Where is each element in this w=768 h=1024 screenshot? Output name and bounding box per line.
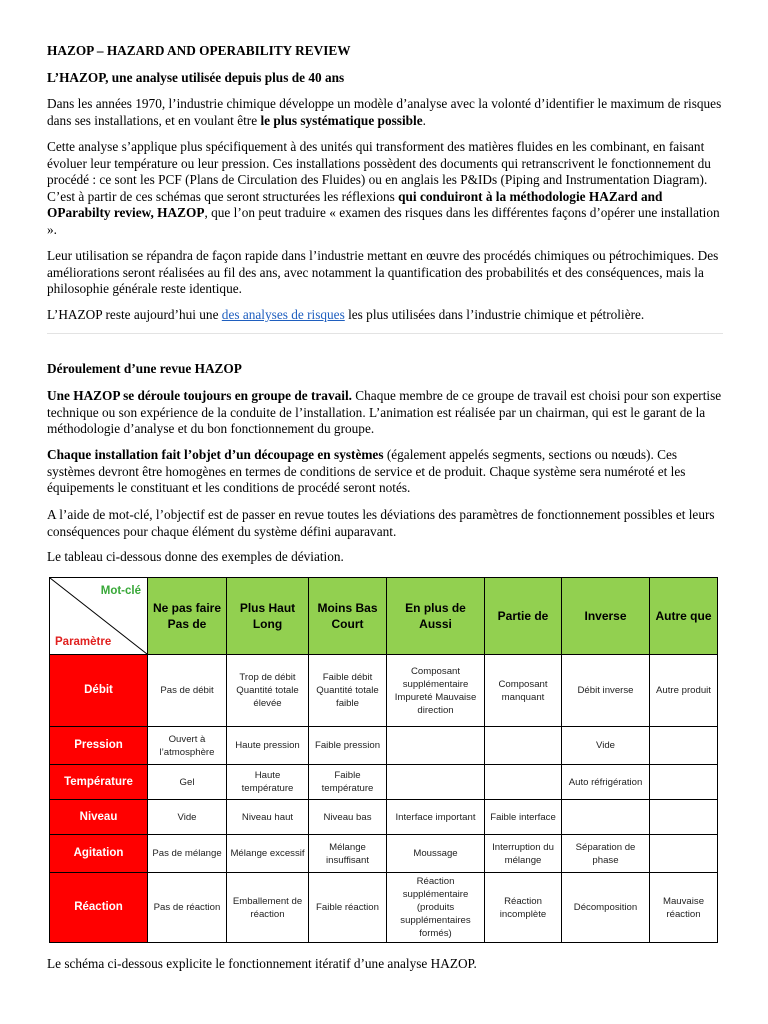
parameter-cell: Température xyxy=(50,765,148,800)
keyword-header: En plus de Aussi xyxy=(387,578,485,655)
table-corner-cell xyxy=(50,578,148,655)
paragraph-review-2 xyxy=(47,447,723,497)
table-cell: Faible débit Quantité totale faible xyxy=(309,655,387,727)
table-cell: Haute température xyxy=(227,765,309,800)
table-cell xyxy=(650,835,718,873)
table-cell: Trop de débit Quantité totale élevée xyxy=(227,655,309,727)
keyword-corner-label: Mot-clé xyxy=(100,585,141,597)
paragraph-history-3: Leur utilisation se répandra de façon rapide dans l’industrie mettant en œuvre des procédés chimiques ou pétrochimiques. Des améliorations seront réalisées au fil des ans, avec notamment la quantification des probabilités et des conséquences, mais la philosophie générale reste identique. xyxy=(47,248,719,296)
table-cell: Auto réfrigération xyxy=(562,765,650,800)
table-cell xyxy=(562,800,650,835)
keyword-header: Autre que xyxy=(650,578,718,655)
table-cell xyxy=(485,765,562,800)
table-cell xyxy=(485,727,562,765)
paragraph-bold: Une HAZOP se déroule toujours en groupe de travail. xyxy=(47,388,352,403)
parameter-cell: Réaction xyxy=(50,873,148,943)
table-cell: Faible température xyxy=(309,765,387,800)
paragraph-review-5: Le schéma ci-dessous explicite le fonctionnement itératif d’une analyse HAZOP. xyxy=(47,956,477,971)
paragraph-review-4: Le tableau ci-dessous donne des exemples de déviation. xyxy=(47,549,344,564)
document-title: HAZOP – HAZARD AND OPERABILITY REVIEW xyxy=(47,43,351,58)
paragraph-text: Cette analyse s’applique plus spécifiquement à des unités qui transforment des matières fluides en les combinant, en faisant évoluer leur température ou leur pression. Ces installations possèdent des documents qui retranscrivent le fonctionnement du procédé : ce sont les PCF (Plans de Circulation des Fluides) ou en anglais les P&IDs (Piping and Instrumentation Diagram). C’est à partir de ces schémas que seront structurées les réflexions xyxy=(47,139,711,204)
section-heading-hazop-review: Déroulement d’une revue HAZOP xyxy=(47,361,242,376)
paragraph-review-1 xyxy=(47,388,723,438)
table-cell: Pas de mélange xyxy=(148,835,227,873)
section-heading-history: L’HAZOP, une analyse utilisée depuis plus de 40 ans xyxy=(47,70,345,85)
paragraph-text: L’HAZOP reste aujourd’hui une xyxy=(47,307,222,322)
parameter-cell: Agitation xyxy=(50,835,148,873)
table-cell: Débit inverse xyxy=(562,655,650,727)
section-divider xyxy=(47,333,723,334)
table-cell: Niveau bas xyxy=(309,800,387,835)
table-cell: Gel xyxy=(148,765,227,800)
table-cell: Décomposition xyxy=(562,873,650,943)
paragraph-text: les plus utilisées dans l’industrie chimique et pétrolière. xyxy=(344,307,645,322)
table-cell: Vide xyxy=(562,727,650,765)
table-cell: Interface important xyxy=(387,800,485,835)
paragraph-text: Dans les années 1970, l’industrie chimique développe un modèle d’analyse avec la volonté d’identifier le maximum de risques dans ses installations, et en voulant être xyxy=(47,96,722,128)
keyword-header: Ne pas faire Pas de xyxy=(148,578,227,655)
table-cell: Mélange insuffisant xyxy=(309,835,387,873)
table-cell xyxy=(650,765,718,800)
table-cell: Niveau haut xyxy=(227,800,309,835)
paragraph-history-1 xyxy=(47,96,723,129)
table-cell: Interruption du mélange xyxy=(485,835,562,873)
keyword-header: Plus Haut Long xyxy=(227,578,309,655)
table-cell: Mauvaise réaction xyxy=(650,873,718,943)
keyword-header: Inverse xyxy=(562,578,650,655)
table-cell: Faible pression xyxy=(309,727,387,765)
table-cell xyxy=(387,727,485,765)
paragraph-history-4 xyxy=(47,307,644,324)
table-cell: Mélange excessif xyxy=(227,835,309,873)
table-row xyxy=(50,727,718,765)
paragraph-text: , que l’on peut traduire « examen des risques dans les différentes façons d’opérer une installation ». xyxy=(47,205,720,237)
risk-analyses-link[interactable]: des analyses de risques xyxy=(221,307,345,322)
table-cell xyxy=(387,765,485,800)
keyword-header: Partie de xyxy=(485,578,562,655)
paragraph-review-3: A l’aide de mot-clé, l’objectif est de passer en revue toutes les déviations des paramètres de fonctionnement possibles et leurs conséquences pour chaque élément du système défini auparavant. xyxy=(47,507,715,539)
table-row xyxy=(50,765,718,800)
table-cell: Haute pression xyxy=(227,727,309,765)
parameter-corner-label: Paramètre xyxy=(55,636,112,648)
table-row xyxy=(50,835,718,873)
paragraph-history-2 xyxy=(47,139,723,238)
table-header-row xyxy=(50,578,718,655)
paragraph-text: Chaque membre de ce groupe de travail est choisi pour son expertise technique ou son expérience de la conduite de l’installation. L’animation est réalisée par un chairman, qui est le garant de la méthodologie d’analyse et du bon fonctionnement du groupe. xyxy=(47,388,722,436)
table-cell: Emballement de réaction xyxy=(227,873,309,943)
table-cell: Pas de débit xyxy=(148,655,227,727)
table-cell xyxy=(650,727,718,765)
paragraph-text: (également appelés segments, sections ou nœuds). Ces systèmes devront être homogènes en termes de conditions de service et de produit. Chaque système sera numéroté et les équipements le constituant et les conditions de procédé seront notés. xyxy=(47,447,686,495)
table-cell: Séparation de phase xyxy=(562,835,650,873)
paragraph-bold: qui conduiront à la méthodologie HAZard and OParabilty review, HAZOP xyxy=(47,188,663,220)
table-cell: Vide xyxy=(148,800,227,835)
paragraph-text: . xyxy=(422,112,426,128)
table-cell: Réaction supplémentaire (produits supplémentaires formés) xyxy=(387,873,485,943)
table-cell: Moussage xyxy=(387,835,485,873)
table-row xyxy=(50,655,718,727)
deviation-table xyxy=(49,577,718,943)
table-cell: Composant manquant xyxy=(485,655,562,727)
keyword-header: Moins Bas Court xyxy=(309,578,387,655)
table-cell: Pas de réaction xyxy=(148,873,227,943)
parameter-cell: Niveau xyxy=(50,800,148,835)
table-cell: Faible réaction xyxy=(309,873,387,943)
paragraph-bold: le plus systématique possible xyxy=(260,112,423,128)
table-row xyxy=(50,800,718,835)
table-row xyxy=(50,873,718,943)
paragraph-bold: Chaque installation fait l’objet d’un découpage en systèmes xyxy=(47,447,384,462)
table-cell: Ouvert à l’atmosphère xyxy=(148,727,227,765)
table-cell: Composant supplémentaire Impureté Mauvaise direction xyxy=(387,655,485,727)
table-cell: Faible interface xyxy=(485,800,562,835)
parameter-cell: Pression xyxy=(50,727,148,765)
table-cell xyxy=(650,800,718,835)
table-cell: Autre produit xyxy=(650,655,718,727)
parameter-cell: Débit xyxy=(50,655,148,727)
table-cell: Réaction incomplète xyxy=(485,873,562,943)
